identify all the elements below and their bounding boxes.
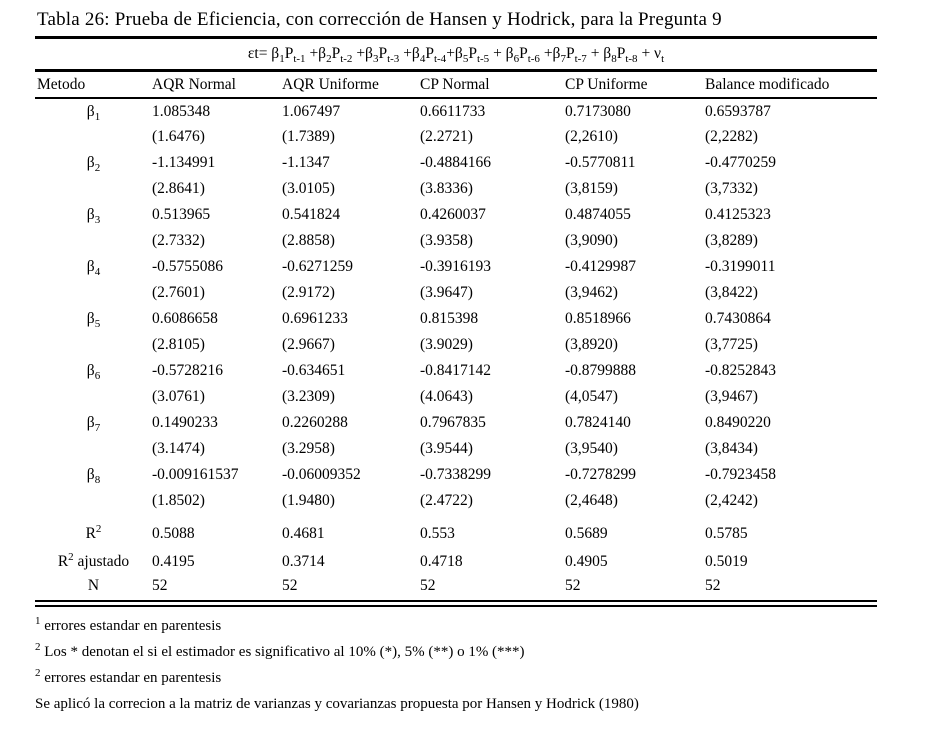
std-error-value: (1.6476) — [152, 128, 205, 145]
estimate-value: 0.4874055 — [565, 206, 631, 223]
std-error-value: (3,8434) — [705, 440, 758, 457]
std-error-value: (4.0643) — [420, 388, 473, 405]
estimate-value: 0.4260037 — [420, 206, 486, 223]
estimate-value: 0.6086658 — [152, 310, 218, 327]
summary-value: 52 — [420, 577, 436, 594]
empty-label — [35, 332, 152, 358]
summary-value: 0.5689 — [565, 525, 608, 542]
estimate-value: -0.3916193 — [420, 258, 492, 275]
column-header-cp-normal: CP Normal — [420, 72, 565, 98]
std-error-value: (3,8422) — [705, 284, 758, 301]
estimate-value: -0.5755086 — [152, 258, 224, 275]
empty-label — [35, 228, 152, 254]
coefficient-label: $\beta_7$ — [86, 414, 101, 435]
std-error-value: (3,8920) — [565, 336, 618, 353]
summary-value: 0.3714 — [282, 553, 325, 570]
std-error-value: (2.7601) — [152, 284, 205, 301]
std-error-value: (2,2610) — [565, 128, 618, 145]
estimate-value: 0.8490220 — [705, 414, 771, 431]
summary-value: 0.4681 — [282, 525, 325, 542]
coefficient-label: $\beta_8$ — [86, 466, 101, 487]
summary-value: 0.553 — [420, 525, 455, 542]
estimate-value: -0.4129987 — [565, 258, 637, 275]
summary-value: 52 — [705, 577, 721, 594]
empty-label — [35, 280, 152, 306]
summary-value: 0.5088 — [152, 525, 195, 542]
estimate-value: -1.1347 — [282, 154, 330, 171]
summary-value: 0.4905 — [565, 553, 608, 570]
estimate-value: -0.8417142 — [420, 362, 492, 379]
coefficient-row-std-errors — [35, 228, 877, 254]
summary-label: N — [87, 577, 100, 594]
std-error-value: (3.8336) — [420, 180, 473, 197]
std-error-value: (1.9480) — [282, 492, 335, 509]
estimate-value: -0.3199011 — [705, 258, 776, 275]
empty-label — [35, 124, 152, 150]
coefficient-row-std-errors — [35, 332, 877, 358]
estimate-value: -0.5770811 — [565, 154, 636, 171]
estimate-value: 0.7173080 — [565, 102, 631, 120]
coefficient-row-std-errors — [35, 176, 877, 202]
std-error-value: (3,7725) — [705, 336, 758, 353]
coefficient-row-estimates — [35, 150, 877, 176]
estimate-value: 1.067497 — [282, 102, 341, 120]
estimate-value: 0.541824 — [282, 206, 341, 223]
estimate-value: 1.085348 — [152, 102, 211, 120]
estimate-value: -0.7923458 — [705, 466, 777, 483]
coefficient-label: $\beta_5$ — [86, 310, 101, 331]
estimate-value: 0.7430864 — [705, 310, 771, 327]
std-error-value: (3.9029) — [420, 336, 473, 353]
std-error-value: (3,9462) — [565, 284, 618, 301]
summary-row — [35, 545, 877, 574]
std-error-value: (3.2958) — [282, 440, 335, 457]
coefficient-row-estimates — [35, 202, 877, 228]
std-error-value: (3,7332) — [705, 180, 758, 197]
summary-row — [35, 574, 877, 598]
estimate-value: -0.06009352 — [282, 466, 361, 483]
empty-label — [35, 176, 152, 202]
coefficient-row-std-errors — [35, 436, 877, 462]
summary-label: $R^2$ — [85, 522, 102, 542]
estimate-value: -0.5728216 — [152, 362, 224, 379]
empty-label — [35, 488, 152, 514]
estimate-value: -0.4884166 — [420, 154, 492, 171]
summary-value: 52 — [152, 577, 168, 594]
coefficient-row-std-errors — [35, 280, 877, 306]
std-error-value: (4,0547) — [565, 388, 618, 405]
estimate-value: -0.7278299 — [565, 466, 637, 483]
std-error-value: (3,9540) — [565, 440, 618, 457]
column-header-aqr-uniforme: AQR Uniforme — [282, 72, 420, 98]
column-header-cp-uniforme: CP Uniforme — [565, 72, 705, 98]
estimate-value: -0.8252843 — [705, 362, 777, 379]
coefficient-row-estimates — [35, 358, 877, 384]
column-header-metodo: Metodo — [35, 72, 152, 98]
std-error-value: (3.2309) — [282, 388, 335, 405]
estimate-value: 0.4125323 — [705, 206, 771, 223]
estimate-value: -0.4770259 — [705, 154, 777, 171]
std-error-value: (3.9544) — [420, 440, 473, 457]
estimate-value: -0.634651 — [282, 362, 346, 379]
estimate-value: 0.6593787 — [705, 102, 771, 120]
summary-label: $R^2$ ajustado — [57, 550, 130, 570]
std-error-value: (3.0105) — [282, 180, 335, 197]
coefficient-row-estimates — [35, 462, 877, 488]
estimate-value: -1.134991 — [152, 154, 216, 171]
coefficient-row-estimates — [35, 306, 877, 332]
coefficient-row-std-errors — [35, 488, 877, 514]
summary-value: 0.4195 — [152, 553, 195, 570]
estimate-value: -0.009161537 — [152, 466, 239, 483]
estimate-value: 0.815398 — [420, 310, 479, 327]
estimate-value: -0.8799888 — [565, 362, 637, 379]
std-error-value: (3,9090) — [565, 232, 618, 249]
table-block — [35, 7, 877, 713]
std-error-value: (2,4242) — [705, 492, 758, 509]
coefficient-row-estimates — [35, 98, 877, 124]
footnote-1: $^1$ errores estandar en parentesis — [35, 615, 222, 634]
estimate-value: 0.8518966 — [565, 310, 631, 327]
estimate-value: 0.6961233 — [282, 310, 348, 327]
std-error-value: (3,8289) — [705, 232, 758, 249]
std-error-value: (2.4722) — [420, 492, 473, 509]
estimate-value: 0.2260288 — [282, 414, 348, 431]
std-error-value: (2.8105) — [152, 336, 205, 353]
std-error-value: (1.8502) — [152, 492, 205, 509]
std-error-value: (2.8641) — [152, 180, 205, 197]
std-error-value: (2,2282) — [705, 128, 758, 145]
std-error-value: (3.9358) — [420, 232, 473, 249]
estimate-value: 0.1490233 — [152, 414, 218, 431]
empty-label — [35, 436, 152, 462]
std-error-value: (2.8858) — [282, 232, 335, 249]
std-error-value: (3.1474) — [152, 440, 205, 457]
coefficient-label: $\beta_3$ — [86, 206, 101, 227]
footnote-4: Se aplicó la correcion a la matriz de varianzas y covarianzas propuesta por Hansen y Hodrick (1980) — [35, 696, 639, 712]
std-error-value: (2.9172) — [282, 284, 335, 301]
coefficient-row-std-errors — [35, 384, 877, 410]
std-error-value: (3.9647) — [420, 284, 473, 301]
estimate-value: 0.7967835 — [420, 414, 486, 431]
coefficient-label: $\beta_4$ — [86, 258, 101, 279]
std-error-value: (2.2721) — [420, 128, 473, 145]
summary-value: 0.4718 — [420, 553, 463, 570]
std-error-value: (2,4648) — [565, 492, 618, 509]
estimate-value: 0.7824140 — [565, 414, 631, 431]
column-header-balance-modificado: Balance modificado — [705, 72, 877, 98]
footnote-2: $^2$ Los * denotan el si el estimador es significativo al 10% (*), 5% (**) o 1% (***) — [35, 641, 525, 660]
estimate-value: 0.6611733 — [420, 102, 486, 120]
column-header-aqr-normal: AQR Normal — [152, 72, 282, 98]
estimate-value: 0.513965 — [152, 206, 211, 223]
summary-value: 0.5019 — [705, 553, 748, 570]
table-title: Tabla 26: Prueba de Eficiencia, con corrección de Hansen y Hodrick, para la Pregunta 9 — [35, 7, 877, 39]
footnotes — [35, 607, 877, 713]
results-table — [35, 72, 877, 598]
std-error-value: (2.9667) — [282, 336, 335, 353]
table-bottom-rule — [35, 600, 877, 607]
coefficient-label: $\beta_6$ — [86, 362, 101, 383]
std-error-value: (1.7389) — [282, 128, 335, 145]
empty-label — [35, 384, 152, 410]
std-error-value: (3.0761) — [152, 388, 205, 405]
std-error-value: (3,8159) — [565, 180, 618, 197]
coefficient-row-estimates — [35, 410, 877, 436]
estimate-value: -0.6271259 — [282, 258, 354, 275]
coefficient-row-std-errors — [35, 124, 877, 150]
std-error-value: (2.7332) — [152, 232, 205, 249]
summary-value: 0.5785 — [705, 525, 748, 542]
summary-value: 52 — [565, 577, 581, 594]
summary-value: 52 — [282, 577, 298, 594]
header-row — [35, 72, 877, 98]
footnote-3: $^2$ errores estandar en parentesis — [35, 667, 222, 686]
model-equation: $\varepsilon t= \beta_1P_{t-1} +\beta_2P_{t-2} +\beta_3P_{t-3} +\beta_4P_{t-4}+\beta_5P_{t-5} + \beta_6P_{t-6} +\beta_7P_{t-7} + \beta_8P_{t-8} + \nu_t$ — [35, 39, 877, 72]
summary-row — [35, 514, 877, 545]
estimate-value: -0.7338299 — [420, 466, 492, 483]
coefficient-label: $\beta_2$ — [86, 154, 101, 175]
std-error-value: (3,9467) — [705, 388, 758, 405]
coefficient-row-estimates — [35, 254, 877, 280]
coefficient-label: $\beta_1$ — [86, 102, 101, 123]
